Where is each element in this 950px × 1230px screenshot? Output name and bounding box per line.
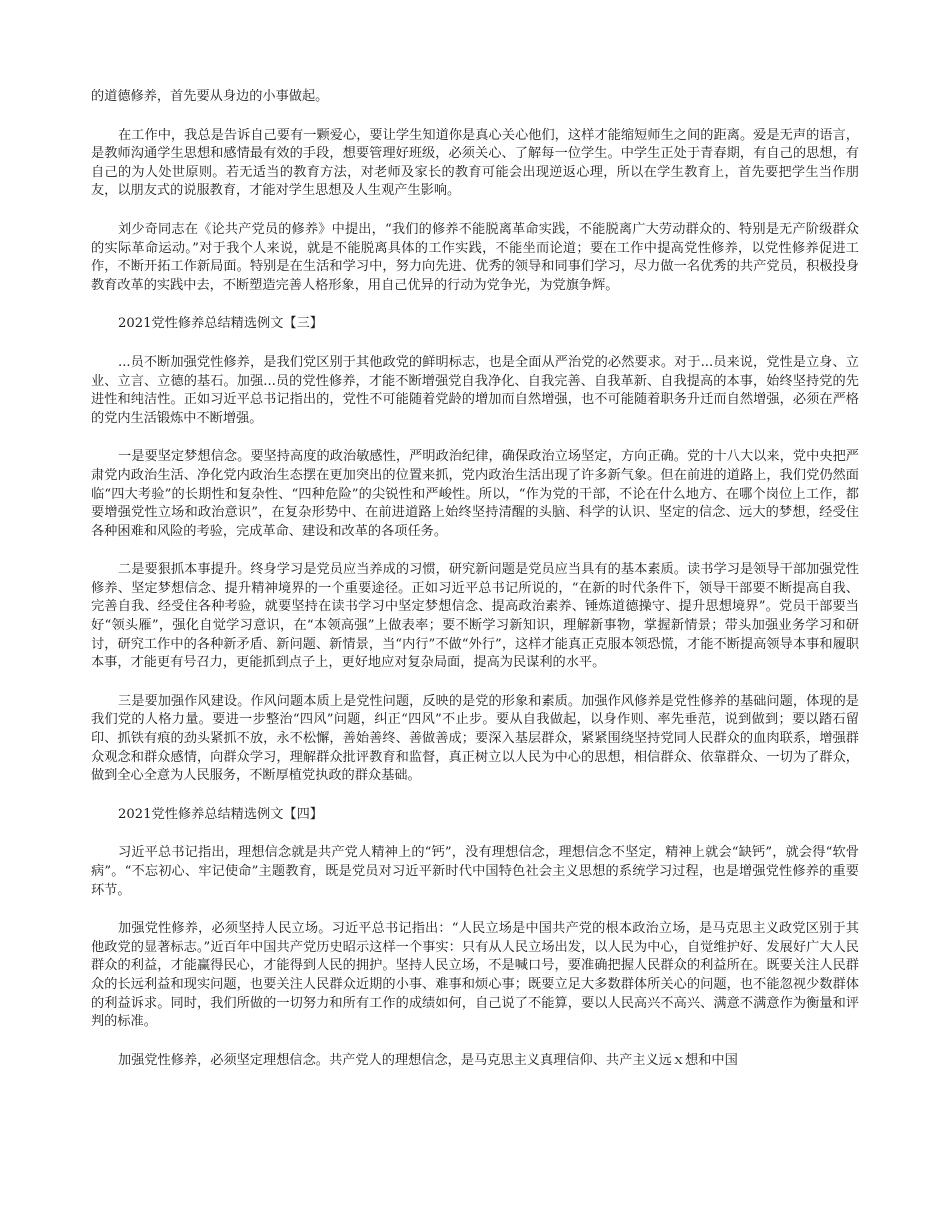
paragraph: 一是要坚定梦想信念。要坚持高度的政治敏感性，严明政治纪律，确保政治立场坚定，方向正确。党的十八大以来，党中央把严肃党内政治生活、净化党内政治生态摆在更加突出的位置来抓，党内政治生活出现了许多新气象。但在前进的道路上，我们党仍然面临“四大考验”的长期性和复杂性、“四种危险”的尖锐性和严峻性。所以，“作为党的干部，不论在什么地方、在哪个岗位上工作，都要增强党性立场和政治意识”，在复杂形势中、在前进道路上始终坚持清醒的头脑、科学的认识、坚定的信念、远大的梦想，经受住各种困难和风险的考验，完成革命、建设和改革的各项任务。 <box>91 449 859 539</box>
paragraph: 加强党性修养，必须坚定理想信念。共产党人的理想信念，是马克思主义真理信仰、共产主义远ｘ想和中国 <box>118 1052 738 1068</box>
paragraph: 刘少奇同志在《论共产党员的修养》中提出，“我们的修养不能脱离革命实践，不能脱离广大劳动群众的、特别是无产阶级群众的实际革命运动。”对于我个人来说，就是不能脱离具体的工作实践，不能坐而论道；要在工作中提高党性修养，以党性修养促进工作，不断开拓工作新局面。特别是在生活和学习中，努力向先进、优秀的领导和同事们学习，尽力做一名优秀的共产党员，积极投身教育改革的实践中去，不断塑造完善人格形象，用自己优异的行动为党争光，为党旗争辉。 <box>91 221 859 293</box>
paragraph: 加强党性修养，必须坚持人民立场。习近平总书记指出：“人民立场是中国共产党的根本政治立场，是马克思主义政党区别于其他政党的显著标志。”近百年中国共产党历史昭示这样一个事实：只有从人民立场出发，以人民为中心，自觉维护好、发展好广大人民群众的利益，才能赢得民心，才能得到人民的拥护。坚持人民立场，不是喊口号，要准确把握人民群众的利益所在。既要关注人民群众的长远利益和现实问题，也要关注人民群众近期的小事、难事和烦心事；既要立足大多数群体所关心的问题，也不能忽视少数群体的利益诉求。同时，我们所做的一切努力和所有工作的成绩如何，自己说了不能算，要以人民高兴不高兴、满意不满意作为衡量和评判的标准。 <box>91 921 859 1030</box>
paragraph: ...员不断加强党性修养，是我们党区别于其他政党的鲜明标志，也是全面从严治党的必然要求。对于...员来说，党性是立身、立业、立言、立德的基石。加强...员的党性修养，才能不断增强党自我净化、自我完善、自我革新、自我提高的本事，始终坚持党的先进性和纯洁性。正如习近平总书记指出的，党性不可能随着党龄的增加而自然增强，也不可能随着职务升迁而自然增强，必须在严格的党内生活锻炼中不断增强。 <box>91 354 859 426</box>
section-heading: 2021党性修养总结精选例文【三】 <box>118 316 323 332</box>
paragraph: 的道德修养，首先要从身边的小事做起。 <box>91 89 329 104</box>
paragraph: 三是要加强作风建设。作风问题本质上是党性问题，反映的是党的形象和素质。加强作风修养是党性修养的基础问题，体现的是我们党的人格力量。要进一步整治“四风”问题，纠正“四风”不止步。要从自我做起，以身作则、率先垂范，说到做到；要以踏石留印、抓铁有痕的劲头紧抓不放，永不松懈，善始善终、善做善成；要深入基层群众，紧紧围绕坚持党同人民群众的血肉联系，增强群众观念和群众感情，向群众学习，理解群众批评教育和监督，真正树立以人民为中心的思想，相信群众、依靠群众、一切为了群众，做到全心全意为人民服务，不断厚植党执政的群众基础。 <box>91 693 859 784</box>
paragraph: 习近平总书记指出，理想信念就是共产党人精神上的“钙”，没有理想信念，理想信念不坚定，精神上就会“缺钙”，就会得“软骨病”。“不忘初心、牢记使命”主题教育，既是党员对习近平新时代中国特色社会主义思想的系统学习过程，也是增强党性修养的重要环节。 <box>91 845 859 898</box>
paragraph: 二是要狠抓本事提升。终身学习是党员应当养成的习惯，研究新问题是党员应当具有的基本素质。读书学习是领导干部加强党性修养、坚定梦想信念、提升精神境界的一个重要途径。正如习近平总书记所说的，“在新的时代条件下，领导干部要不断提高自我、完善自我、经受住各种考验，就要坚持在读书学习中坚定梦想信念、提高政治素养、锤炼道德操守、提升思想境界”。党员干部要当好“领头雁”，强化自觉学习意识，在“本领高强”上做表率；要不断学习新知识，理解新事物，掌握新情景；带头加强业务学习和研讨，研究工作中的各种新矛盾、新问题、新情景，当“内行”不做“外行”，这样才能真正克服本领恐慌，才能不断提高领导本事和履职本事，才能更有号召力，更能抓到点子上，更好地应对复杂局面，提高为民谋利的水平。 <box>91 562 859 671</box>
section-heading: 2021党性修养总结精选例文【四】 <box>118 806 323 822</box>
paragraph: 在工作中，我总是告诉自己要有一颗爱心，要让学生知道你是真心关心他们，这样才能缩短师生之间的距离。爱是无声的语言，是教师沟通学生思想和感情最有效的手段，想要管理好班级，必须关心、了解每一位学生。中学生正处于青春期，有自己的思想，有自己的为人处世原则。若无适当的教育方法，对老师及家长的教育可能会出现逆返心理，所以在学生教育上，首先要把学生当作朋友，以朋友式的说服教育，才能对学生思想及人生观产生影响。 <box>91 127 859 199</box>
